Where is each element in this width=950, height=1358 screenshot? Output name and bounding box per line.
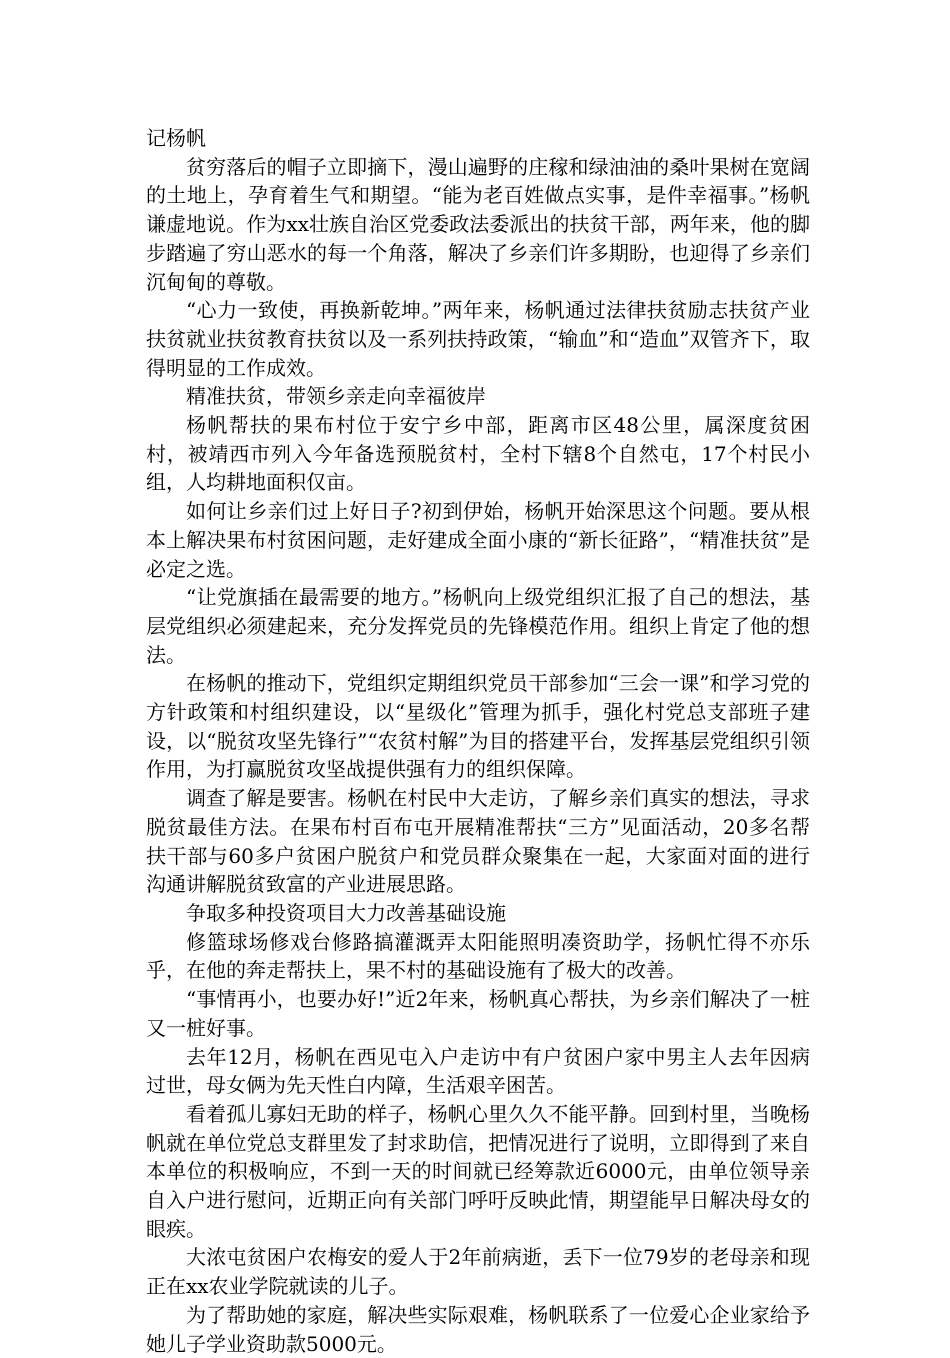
document-title: 记杨帆 (146, 126, 206, 150)
paragraph: 修篮球场修戏台修路搞灌溉弄太阳能照明凑资助学，扬帆忙得不亦乐乎，在他的奔走帮扶上，果不村的基础设施有了极大的改善。 (146, 929, 810, 983)
paragraph: “事情再小，也要办好!”近2年来，杨帆真心帮扶，为乡亲们解决了一桩又一桩好事。 (146, 987, 810, 1040)
paragraph: 贫穷落后的帽子立即摘下，漫山遍野的庄稼和绿油油的桑叶果树在宽阔的土地上，孕育着生气和期望。“能为老百姓做点实事，是件幸福事。”杨帆谦虚地说。作为xx壮族自治区党委政法委派出的扶贫干部，两年来，他的脚步踏遍了穷山恶水的每一个角落，解决了乡亲们许多期盼，也迎得了乡亲们沉甸甸的尊敬。 (146, 154, 810, 294)
paragraph: 去年12月，杨帆在西见屯入户走访中有户贫困户家中男主人去年因病过世，母女俩为先天性白内障，生活艰辛困苦。 (146, 1044, 810, 1098)
paragraph: “让党旗插在最需要的地方。”杨帆向上级党组织汇报了自己的想法，基层党组织必须建起来，充分发挥党员的先锋模范作用。组织上肯定了他的想法。 (146, 585, 810, 667)
paragraph: 大浓屯贫困户农梅安的爱人于2年前病逝，丢下一位79岁的老母亲和现正在xx农业学院就读的儿子。 (146, 1245, 810, 1299)
paragraph: “心力一致使，再换新乾坤。”两年来，杨帆通过法律扶贫励志扶贫产业扶贫就业扶贫教育扶贫以及一系列扶持政策，“输血”和“造血”双管齐下，取得明显的工作成效。 (146, 298, 810, 380)
paragraph: 杨帆帮扶的果布村位于安宁乡中部，距离市区48公里，属深度贫困村，被靖西市列入今年备选预脱贫村，全村下辖8个自然屯，17个村民小组，人均耕地面积仅亩。 (146, 413, 810, 495)
paragraph: 看着孤儿寡妇无助的样子，杨帆心里久久不能平静。回到村里，当晚杨帆就在单位党总支群里发了封求助信，把情况进行了说明，立即得到了来自本单位的积极响应，不到一天的时间就已经筹款近6000元，由单位领导亲自入户进行慰问，近期正向有关部门呼吁反映此情，期望能早日解决母女的眼疾。 (146, 1101, 810, 1241)
section-heading: 精准扶贫，带领乡亲走向幸福彼岸 (186, 384, 486, 409)
paragraph: 如何让乡亲们过上好日子?初到伊始，杨帆开始深思这个问题。要从根本上解决果布村贫困问题，走好建成全面小康的“新长征路”，“精准扶贫”是必定之选。 (146, 499, 810, 581)
document-body (146, 124, 810, 1358)
section-heading: 争取多种投资项目大力改善基础设施 (186, 900, 506, 925)
paragraph: 在杨帆的推动下，党组织定期组织党员干部参加“三会一课”和学习党的方针政策和村组织建设，以“星级化”管理为抓手，强化村党总支部班子建设，以“脱贫攻坚先锋行”“农贫村解”为目的搭建平台，发挥基层党组织引领作用，为打赢脱贫攻坚战提供强有力的组织保障。 (146, 671, 810, 782)
paragraph: 调查了解是要害。杨帆在村民中大走访，了解乡亲们真实的想法，寻求脱贫最佳方法。在果布村百布屯开展精准帮扶“三方”见面活动，20多名帮扶干部与60多户贫困户脱贫户和党员群众聚集在一起，大家面对面的进行沟通讲解脱贫致富的产业进展思路。 (146, 786, 810, 897)
paragraph: 为了帮助她的家庭，解决些实际艰难，杨帆联系了一位爱心企业家给予她儿子学业资助款5000元。 (146, 1302, 810, 1356)
